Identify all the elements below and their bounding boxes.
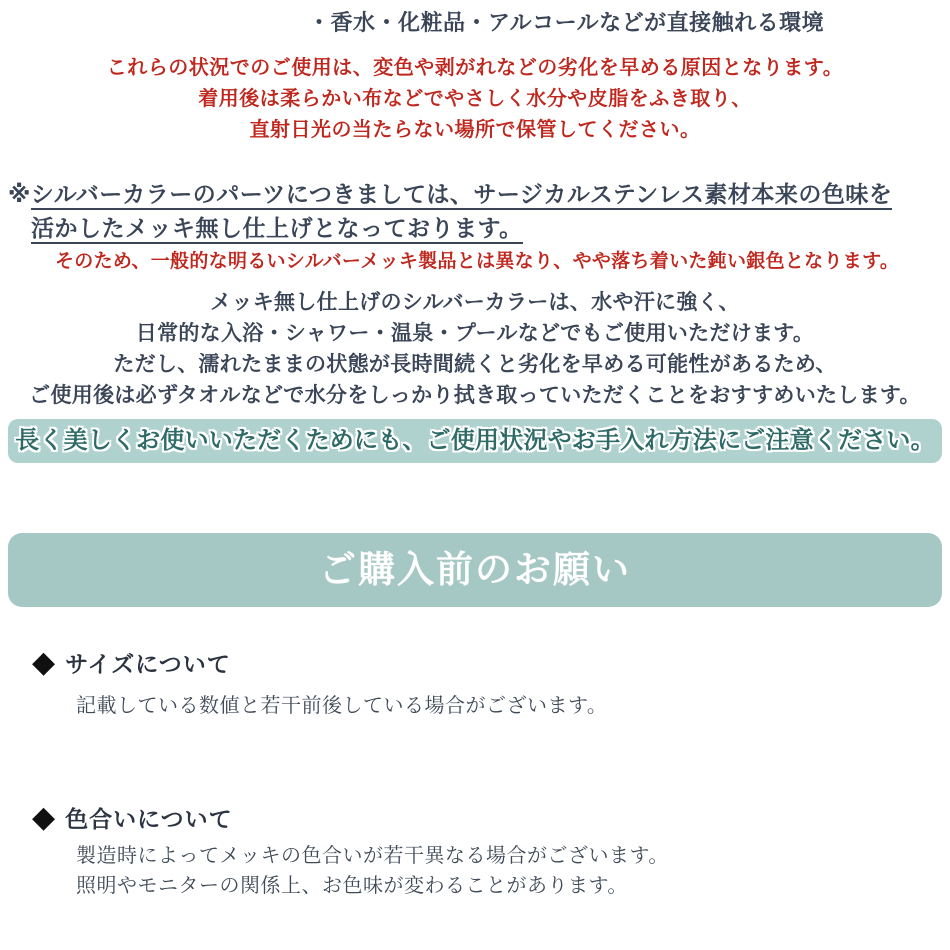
purchase-request-banner xyxy=(8,533,942,607)
care-notice-banner-text: 長く美しくお使いいただくためにも、ご使用状況やお手入れ方法にご注意ください。 xyxy=(15,427,935,454)
silver-usage-line: 日常的な入浴・シャワー・温泉・プールなどでもご使用いただけます。 xyxy=(135,322,815,345)
silver-usage-line: ただし、濡れたままの状態が長時間続くと劣化を早める可能性があるため、 xyxy=(113,353,837,376)
care-notice-banner xyxy=(8,419,942,463)
silver-usage-line: メッキ無し仕上げのシルバーカラーは、水や汗に強く、 xyxy=(210,291,740,314)
silver-usage-block xyxy=(0,287,950,411)
diamond-bullet-icon: ◆ xyxy=(32,800,56,834)
note-marker: ※ xyxy=(8,181,31,207)
silver-note-underlined-text1: シルバーカラーのパーツにつきましては、サージカルステンレス素材本来の色味を xyxy=(31,181,892,210)
silver-note-red-line: そのため、一般的な明るいシルバーメッキ製品とは異なり、やや落ち着いた鈍い銀色となります。 xyxy=(55,251,900,272)
color-section-line: 照明やモニターの関係上、お色味が変わることがあります。 xyxy=(76,875,628,897)
color-section-line: 製造時によってメッキの色合いが若干異なる場合がございます。 xyxy=(76,845,669,867)
color-section-title: 色合いについて xyxy=(65,806,233,832)
diamond-bullet-icon: ◆ xyxy=(32,645,56,679)
size-section-line: 記載している数値と若干前後している場合がございます。 xyxy=(76,695,608,717)
environment-list-item: ・香水・化粧品・アルコールなどが直接触れる環境 xyxy=(308,10,825,35)
silver-note-underlined-text2: 活かしたメッキ無し仕上げとなっております。 xyxy=(31,215,523,244)
color-section-heading xyxy=(32,801,233,834)
silver-note-line1 xyxy=(8,177,942,211)
color-section-body xyxy=(76,841,669,901)
size-section-heading xyxy=(32,646,231,679)
care-warning-line: 直射日光の当たらない場所で保管してください。 xyxy=(249,119,701,141)
silver-color-note xyxy=(8,177,942,245)
care-warning-line: 着用後は柔らかい布などでやさしく水分や皮脂をふき取り、 xyxy=(198,88,752,110)
silver-usage-line: ご使用後は必ずタオルなどで水分をしっかり拭き取っていただくことをおすすめいたします。 xyxy=(29,384,921,407)
care-warning-line: これらの状況でのご使用は、変色や剥がれなどの劣化を早める原因となります。 xyxy=(106,57,844,79)
silver-note-line2 xyxy=(8,211,942,245)
purchase-request-banner-title: ご購入前のお願い xyxy=(319,549,631,590)
size-section-body xyxy=(76,691,607,721)
size-section-title: サイズについて xyxy=(65,651,231,677)
care-warning-red-block xyxy=(0,53,950,146)
